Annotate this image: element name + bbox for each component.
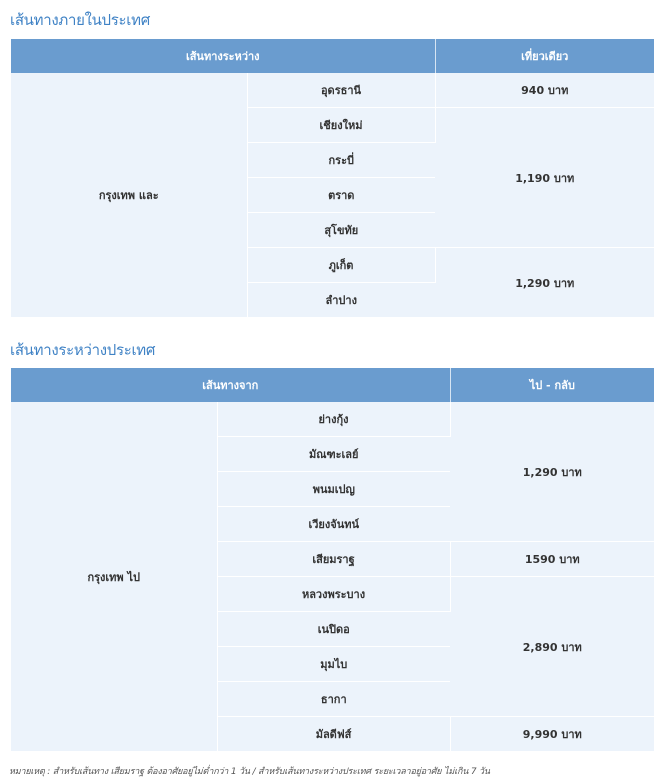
fare-cell: 1590 บาท [450,542,654,577]
fare-cell: 2,890 บาท [450,577,654,717]
domestic-fare-table [11,39,654,318]
destination-cell: มัณฑะเลย์ [217,437,450,472]
destination-cell: เนปิดอ [217,612,450,647]
header-fare: เที่ยวเดียว [435,39,654,73]
fare-cell: 1,290 บาท [435,248,654,318]
destination-cell: พนมเปญ [217,472,450,507]
fare-cell: 940 บาท [435,73,654,108]
table-row [11,73,654,108]
destination-cell: สุโขทัย [247,213,435,248]
destination-cell: กระบี่ [247,143,435,178]
destination-cell: มุมไบ [217,647,450,682]
destination-cell: เสียมราฐ [217,542,450,577]
domestic-section-title: เส้นทางภายในประเทศ [10,11,150,29]
international-section-title: เส้นทางระหว่างประเทศ [10,341,156,359]
table-header-row [11,368,654,402]
fare-cell: 1,290 บาท [450,402,654,542]
destination-cell: ธากา [217,682,450,717]
destination-cell: มัลดีฟส์ [217,717,450,752]
destination-cell: หลวงพระบาง [217,577,450,612]
header-fare: ไป - กลับ [450,368,654,402]
table-header-row [11,39,654,73]
header-route: เส้นทางระหว่าง [11,39,435,73]
destination-cell: เวียงจันทน์ [217,507,450,542]
international-fare-table [11,368,654,752]
header-route: เส้นทางจาก [11,368,450,402]
fare-cell: 9,990 บาท [450,717,654,752]
destination-cell: ตราด [247,178,435,213]
table-row [11,402,654,437]
destination-cell: อุดรธานี [247,73,435,108]
footnote: หมายเหตุ : สำหรับเส้นทาง เสียมราฐ ต้องอาศัยอยู่ไม่ต่ำกว่า 1 วัน / สำหรับเส้นทางระหว่างประเทศ ระยะเวลาอยู่อาศัย ไม่เกิน 7 วัน [9,767,490,777]
destination-cell: เชียงใหม่ [247,108,435,143]
destination-cell: ย่างกุ้ง [217,402,450,437]
destination-cell: ภูเก็ต [247,248,435,283]
fare-cell: 1,190 บาท [435,108,654,248]
destination-cell: ลำปาง [247,283,435,318]
origin-cell: กรุงเทพ ไป [11,402,217,752]
origin-cell: กรุงเทพ และ [11,73,247,318]
